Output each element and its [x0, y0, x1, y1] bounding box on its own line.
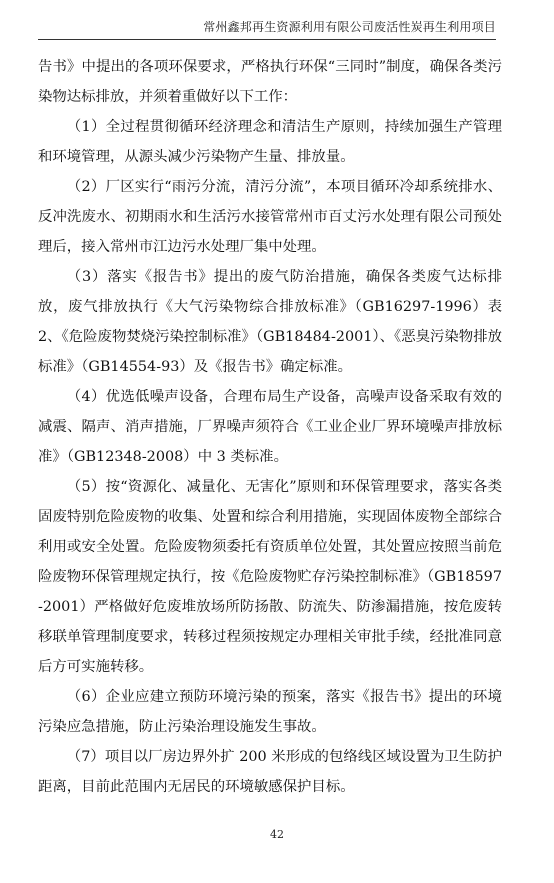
- document-body: [38, 52, 502, 802]
- paragraph-item-1: （1）全过程贯彻循环经济理念和清洁生产原则，持续加强生产管理和环境管理，从源头减少污染物产生量、排放量。: [38, 119, 502, 165]
- header-rule: [38, 39, 496, 40]
- running-header: 常州鑫邦再生资源利用有限公司废活性炭再生利用项目: [203, 20, 496, 34]
- paragraph-item-2: （2）厂区实行“雨污分流，清污分流”，本项目循环冷却系统排水、反冲洗废水、初期雨水和生活污水接管常州市百丈污水处理有限公司预处理后，接入常州市江边污水处理厂集中处理。: [38, 179, 502, 255]
- paragraph-continuation: 告书》中提出的各项环保要求，严格执行环保“三同时”制度，确保各类污染物达标排放，并须着重做好以下工作：: [38, 59, 502, 105]
- page-number: 42: [270, 828, 284, 841]
- paragraph-item-3: （3）落实《报告书》提出的废气防治措施，确保各类废气达标排放，废气排放执行《大气污染物综合排放标准》（GB16297-1996）表 2、《危险废物焚烧污染控制标准》（GB18484-2001）、《恶臭污染物排放标准》（GB14554-93）及《报告书》确定标准。: [38, 269, 502, 375]
- paragraph-item-7: （7）项目以厂房边界外扩 200 米形成的包络线区域设置为卫生防护距离，目前此范围内无居民的环境敏感保护目标。: [38, 749, 502, 795]
- paragraph-item-5: （5）按“资源化、减量化、无害化”原则和环保管理要求，落实各类固废特别危险废物的收集、处置和综合利用措施，实现固体废物全部综合利用或安全处置。危险废物须委托有资质单位处置，其处置应按照当前危险废物环保管理规定执行，按《危险废物贮存污染控制标准》（GB18597-2001）严格做好危废堆放场所防扬散、防流失、防渗漏措施，按危废转移联单管理制度要求，转移过程须按规定办理相关审批手续，经批准同意后方可实施转移。: [38, 479, 502, 675]
- paragraph-item-4: （4）优选低噪声设备，合理布局生产设备，高噪声设备采取有效的减震、隔声、消声措施，厂界噪声须符合《工业企业厂界环境噪声排放标准》（GB12348-2008）中 3 类标准。: [38, 389, 502, 465]
- paragraph-item-6: （6）企业应建立预防环境污染的预案，落实《报告书》提出的环境污染应急措施，防止污染治理设施发生事故。: [38, 689, 502, 735]
